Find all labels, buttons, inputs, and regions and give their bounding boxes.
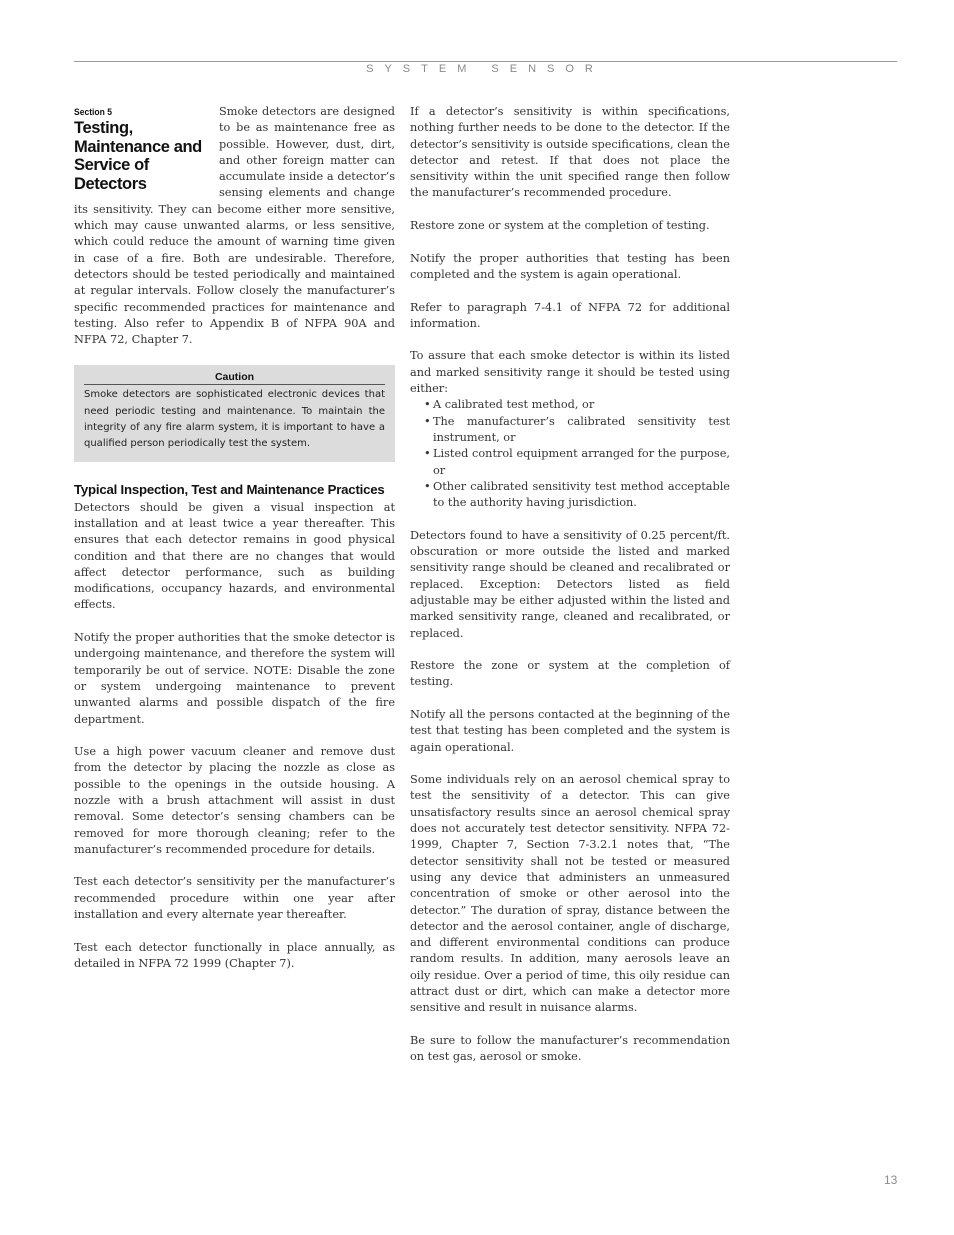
body-paragraph: Be sure to follow the manufacturer’s recommendation on test gas, aerosol or smoke.: [410, 1033, 730, 1064]
caution-text: Smoke detectors are sophisticated electronic devices that need periodic testing and maintenance. To maintain the integrity of any fire alarm system, it is important to have a qualified person periodically test the system.: [84, 389, 385, 450]
caution-box: [74, 365, 395, 461]
page-number: 13: [884, 1173, 898, 1187]
list-item: • Listed control equipment arranged for the purpose, or: [424, 446, 730, 479]
section-intro: [74, 104, 395, 348]
list-item: • Other calibrated sensitivity test method acceptable to the authority having jurisdiction.: [424, 479, 730, 512]
left-column: [74, 104, 395, 972]
right-column: [410, 104, 730, 1066]
section-title: Testing, Maintenance and Service of Detectors: [74, 119, 202, 193]
intro-paragraph: Smoke detectors are designed to be as maintenance free as possible. However, dust, dirt, and other foreign matter can accumulate inside a detector’s sensing elements and change its sensitivity. They can become either more sensitive, which may cause unwanted alarms, or less sensitive, which could reduce the amount of warning time given in case of a fire. Both are undesirable. Therefore, detectors should be tested periodically and maintained at regular intervals. Follow closely the manufacturer’s specific recommended practices for maintenance and testing. Also refer to Appendix B of NFPA 90A and NFPA 72, Chapter 7.: [74, 105, 395, 347]
body-paragraph: Notify the proper authorities that testing has been completed and the system is again operational.: [410, 251, 730, 281]
body-paragraph: Refer to paragraph 7-4.1 of NFPA 72 for additional information.: [410, 300, 730, 330]
header-rule: [74, 61, 897, 62]
section-heading: [74, 106, 219, 193]
list-item: • The manufacturer’s calibrated sensitivity test instrument, or: [424, 414, 730, 447]
practices-paragraph: Detectors should be given a visual inspection at installation and at least twice a year thereafter. This ensures that each detector remains in good physical condition and that there are no changes that would affect detector performance, such as building modifications, occupancy hazards, and environmental effects.: [74, 500, 395, 612]
running-header: SYSTEM SENSOR: [366, 63, 604, 75]
body-paragraph: Detectors found to have a sensitivity of 0.25 percent/ft. obscuration or more outside the listed and marked sensitivity range should be cleaned and recalibrated or replaced. Exception: Detectors listed as field adjustable may be either adjusted within the listed and marked sensitivity range, cleaned and recalibrated, or replaced.: [410, 528, 730, 640]
section-label: Section 5: [74, 107, 113, 118]
practices-paragraph: Use a high power vacuum cleaner and remove dust from the detector by placing the nozzle as close as possible to the openings in the outside housing. A nozzle with a brush attachment will assist in dust removal. Some detector’s sensing chambers can be removed for more thorough cleaning; refer to the manufacturer’s recommended procedure for details.: [74, 745, 395, 856]
body-paragraph: If a detector’s sensitivity is within specifications, nothing further needs to be done to the detector. If the detector’s sensitivity is outside specifications, clean the detector and retest. If that does not place the sensitivity within the unit specified range then follow the manufacturer’s recommended procedure.: [410, 105, 730, 200]
caution-title: Caution: [84, 371, 385, 385]
body-paragraph: Restore the zone or system at the completion of testing.: [410, 659, 730, 689]
body-paragraph: Notify all the persons contacted at the beginning of the test that testing has been completed and the system is again operational.: [410, 707, 730, 754]
test-method-list: [410, 397, 730, 511]
list-item: • A calibrated test method, or: [424, 397, 730, 413]
body-paragraph: Some individuals rely on an aerosol chemical spray to test the sensitivity of a detector. This can give unsatisfactory results since an aerosol chemical spray does not accurately test detector sensitivity. NFPA 72-1999, Chapter 7, Section 7-3.2.1 notes that, “The detector sensitivity shall not be tested or measured using any device that administers an unmeasured concentration of smoke or other aerosol into the detector.” The duration of spray, distance between the detector and the aerosol container, angle of discharge, and different environmental conditions can produce random results. In addition, many aerosols leave an oily residue. Over a period of time, this oily residue can attract dust or dirt, which can make a detector more sensitive and result in nuisance alarms.: [410, 773, 730, 1015]
body-paragraph: Restore zone or system at the completion of testing.: [410, 219, 710, 233]
practices-heading: Typical Inspection, Test and Maintenance Practices: [74, 481, 385, 497]
body-paragraph: To assure that each smoke detector is within its listed and marked sensitivity range it should be tested using either:: [410, 349, 730, 396]
practices-paragraph: Notify the proper authorities that the smoke detector is undergoing maintenance, and therefore the system will temporarily be out of service. NOTE: Disable the zone or system undergoing maintenance to prevent unwanted alarms and possible dispatch of the fire department.: [74, 631, 395, 726]
practices-paragraph: Test each detector’s sensitivity per the manufacturer’s recommended procedure within one year after installation and every alternate year thereafter.: [74, 875, 395, 922]
practices-paragraph: Test each detector functionally in place annually, as detailed in NFPA 72 1999 (Chapter 7).: [74, 940, 395, 970]
